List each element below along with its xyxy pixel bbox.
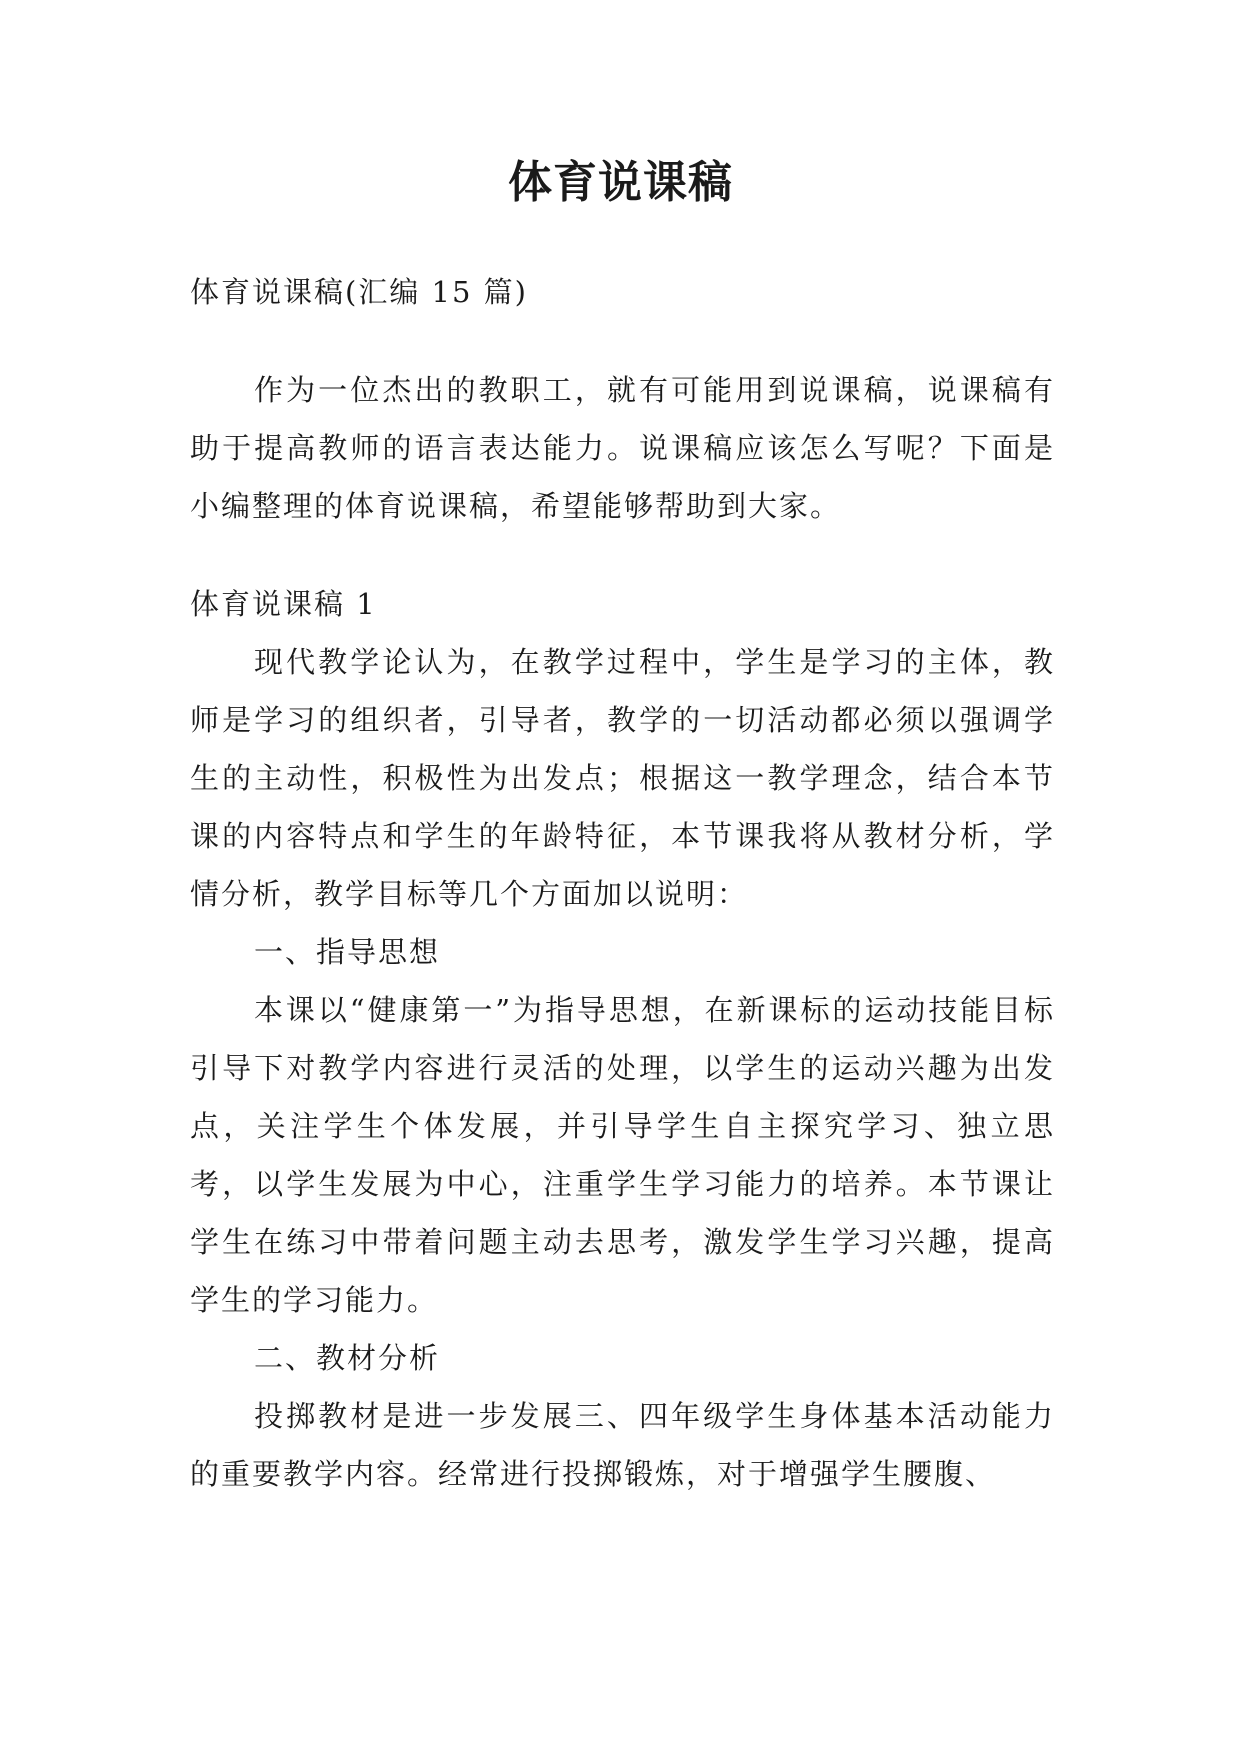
section-heading: 体育说课稿 1 [190,587,377,621]
document-body [190,263,1055,1503]
paragraph-guiding-thought: 本课以“健康第一”为指导思想，在新课标的运动技能目标引导下对教学内容进行灵活的处理，以学生的运动兴趣为出发点，关注学生个体发展，并引导学生自主探究学习、独立思考，以学生发展为中心，注重学生学习能力的培养。本节课让学生在练习中带着问题主动去思考，激发学生学习兴趣，提高学生的学习能力。 [190,993,1055,1317]
heading-textbook-analysis: 二、教材分析 [254,1341,441,1375]
paragraph-intro-theory: 现代教学论认为，在教学过程中，学生是学习的主体，教师是学习的组织者，引导者，教学的一切活动都必须以强调学生的主动性，积极性为出发点；根据这一教学理念，结合本节课的内容特点和学生的年龄特征，本节课我将从教材分析，学情分析，教学目标等几个方面加以说明： [190,645,1055,911]
heading-guiding-thought: 一、指导思想 [254,935,441,969]
paragraph-textbook-analysis: 投掷教材是进一步发展三、四年级学生身体基本活动能力的重要教学内容。经常进行投掷锻炼，对于增强学生腰腹、 [190,1399,1055,1491]
intro-paragraph: 作为一位杰出的教职工，就有可能用到说课稿，说课稿有助于提高教师的语言表达能力。说课稿应该怎么写呢？下面是小编整理的体育说课稿，希望能够帮助到大家。 [190,373,1055,523]
document-title: 体育说课稿 [508,157,733,208]
document-subtitle: 体育说课稿(汇编 15 篇) [190,275,528,309]
